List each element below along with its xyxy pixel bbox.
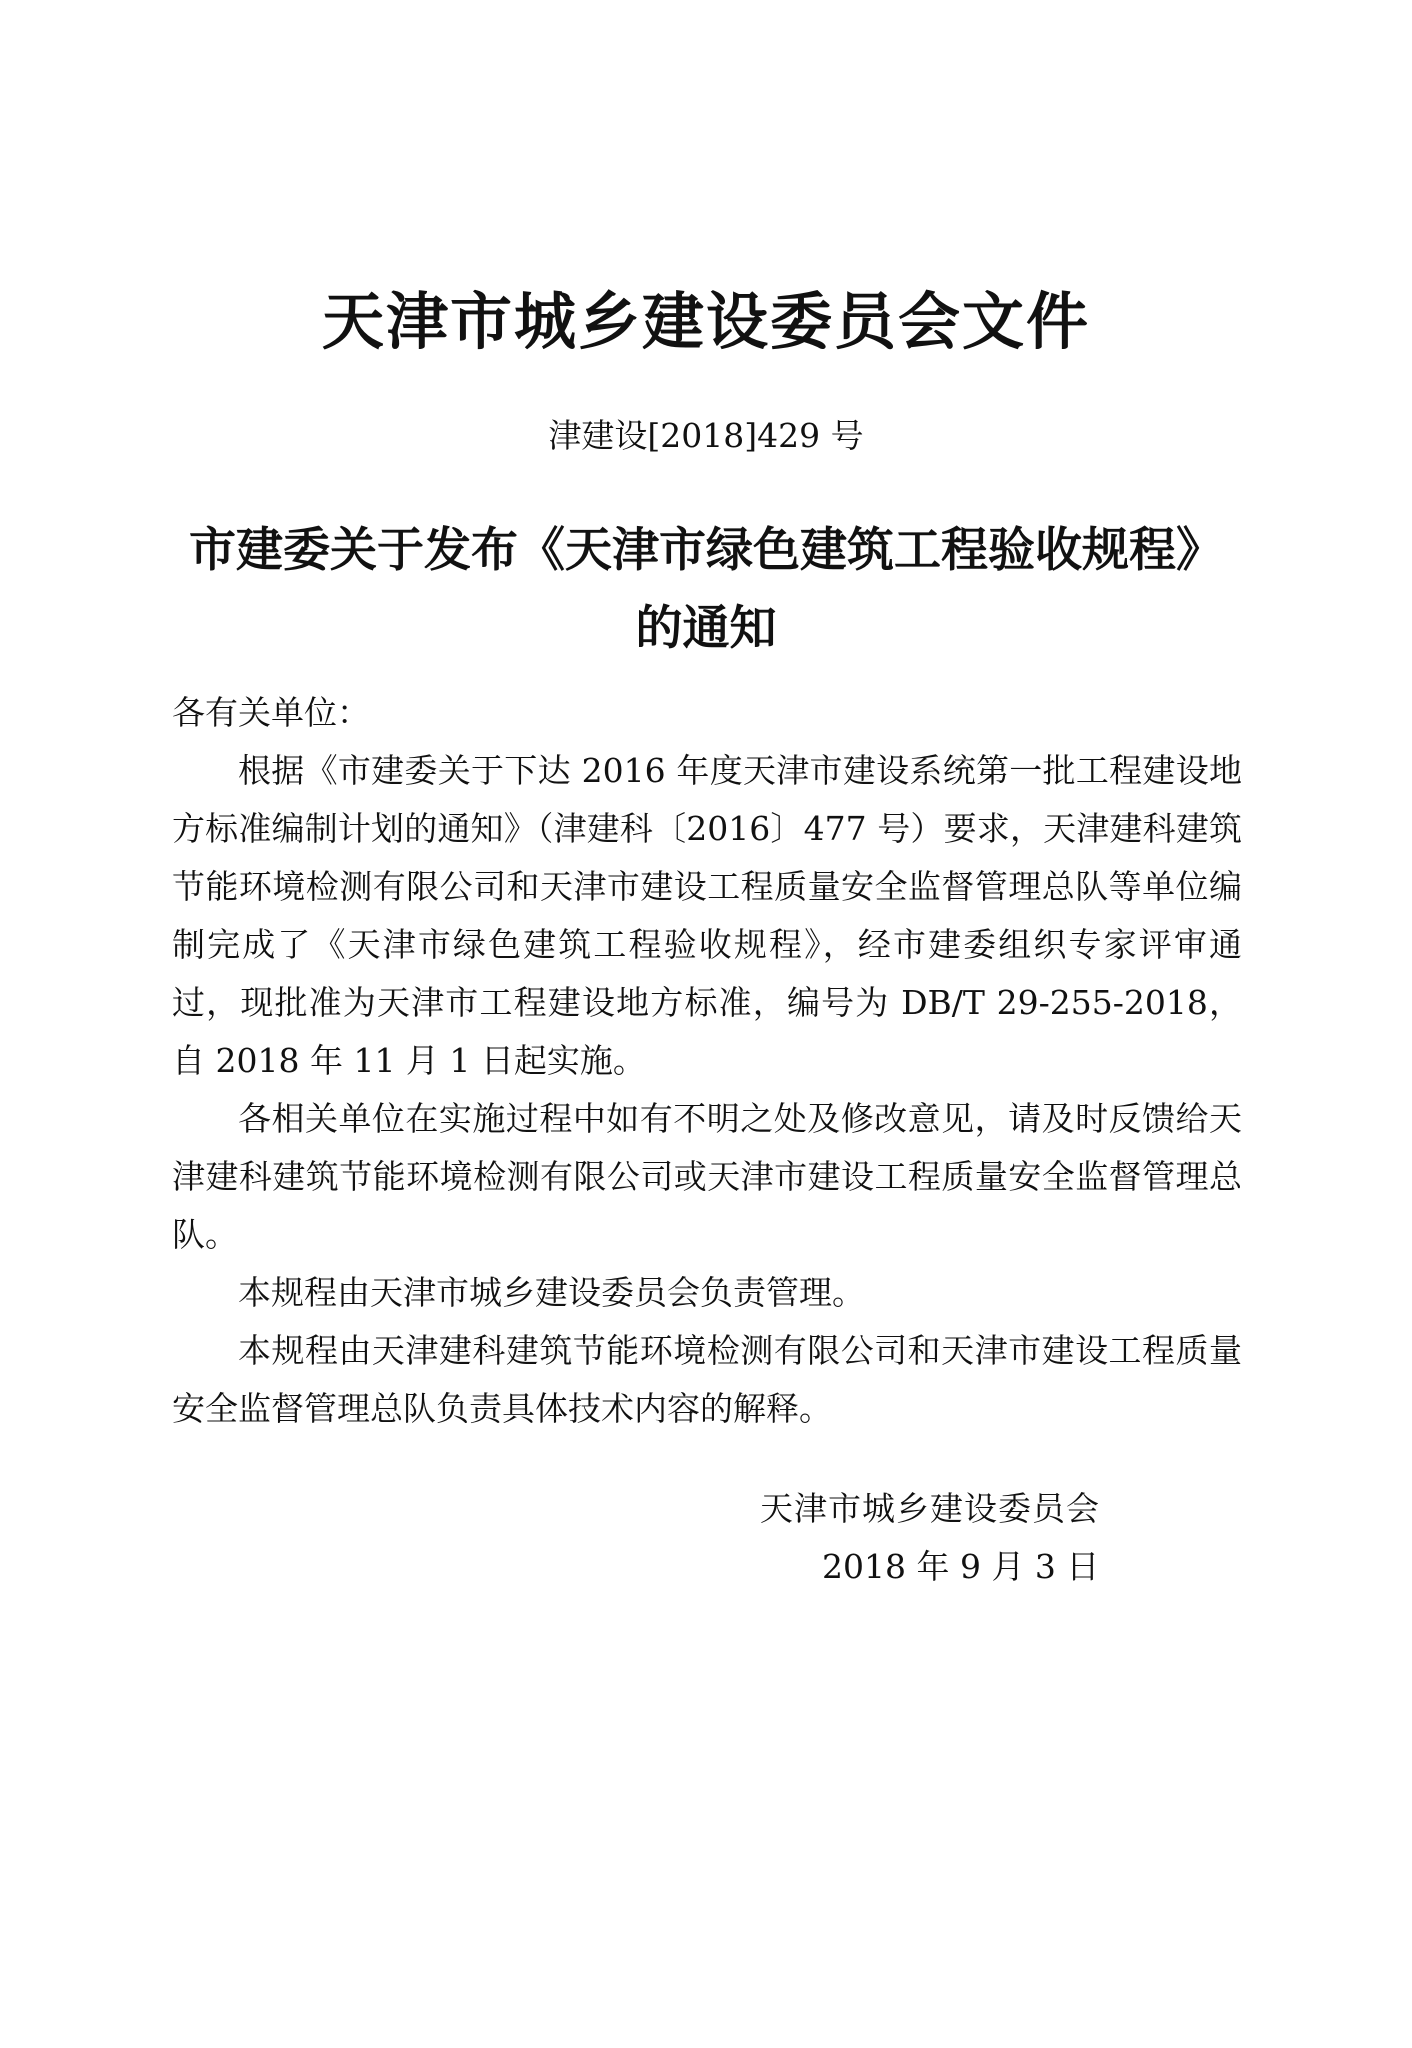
body-paragraph-3: 本规程由天津市城乡建设委员会负责管理。: [238, 1273, 865, 1312]
body-paragraph-2: 各相关单位在实施过程中如有不明之处及修改意见，请及时反馈给天津建科建筑节能环境检测有限公司或天津市建设工程质量安全监督管理总队。: [172, 1099, 1242, 1254]
notice-title-line-2: 的通知: [635, 601, 777, 656]
signing-date: 2018 年 9 月 3 日: [822, 1547, 1100, 1586]
issuer-title: 天津市城乡建设委员会文件: [321, 285, 1090, 358]
signature-block: [760, 1480, 1240, 1596]
document-number: 津建设[2018]429 号: [548, 416, 864, 455]
salutation: 各有关单位：: [172, 693, 370, 732]
body-paragraph-4: 本规程由天津建科建筑节能环境检测有限公司和天津市建设工程质量安全监督管理总队负责具体技术内容的解释。: [172, 1331, 1242, 1428]
notice-title-line-1: 市建委关于发布《天津市绿色建筑工程验收规程》: [189, 523, 1223, 578]
notice-body: [172, 684, 1242, 1438]
body-paragraph-1: 根据《市建委关于下达 2016 年度天津市建设系统第一批工程建设地方标准编制计划的通知》（津建科〔2016〕477 号）要求，天津建科建筑节能环境检测有限公司和天津市建设工程质量安全监督管理总队等单位编制完成了《天津市绿色建筑工程验收规程》，经市建委组织专家评审通过，现批准为天津市工程建设地方标准，编号为 DB/T 29-255-2018，自 2018 年 11 月 1 日起实施。: [172, 751, 1242, 1080]
signing-organization: 天津市城乡建设委员会: [760, 1489, 1100, 1528]
notice-title: [120, 512, 1292, 668]
